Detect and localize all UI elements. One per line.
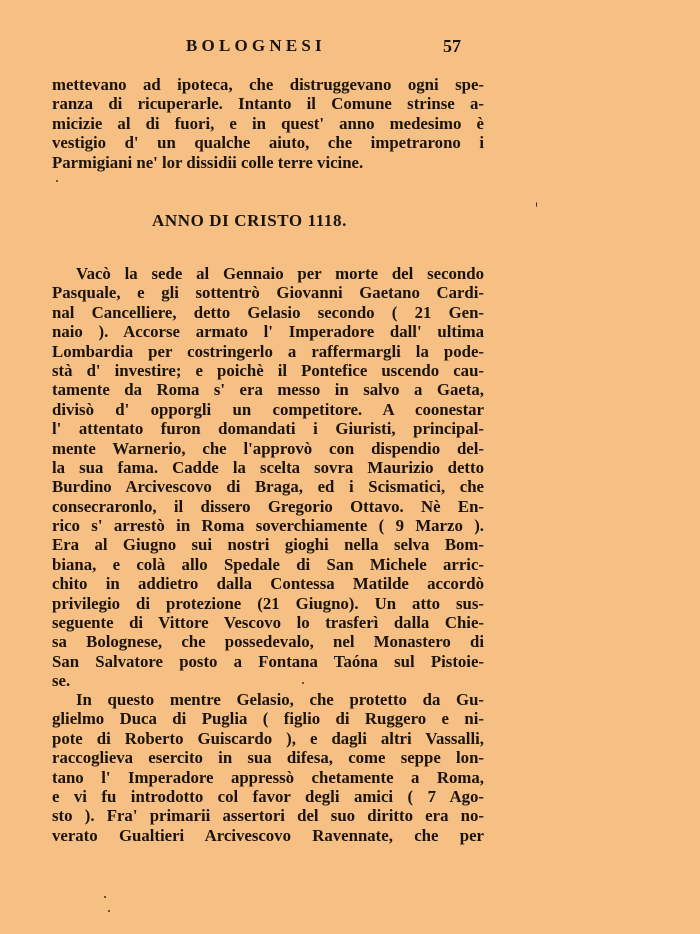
paragraph-line: stà d' investire; e poichè il Pontefice uscendo cau- — [52, 360, 484, 380]
paper-speck — [108, 910, 110, 912]
intro-line: micizie al di fuori, e in quest' anno medesimo è — [52, 113, 484, 133]
paragraph-line: nal Cancelliere, detto Gelasio secondo ( 21 Gen- — [52, 302, 484, 322]
section-heading: ANNO DI CRISTO 1118. — [152, 211, 347, 230]
intro-paragraph — [52, 75, 484, 172]
paragraph-line: Pasquale, e gli sottentrò Giovanni Gaetano Cardi- — [52, 283, 484, 303]
paragraph-line: la sua fama. Cadde la scelta sovra Maurizio detto — [52, 457, 484, 477]
paragraph-line: tano l' Imperadore appressò chetamente a Roma, — [52, 767, 484, 787]
paragraph-line: naio ). Accorse armato l' Imperadore dall' ultima — [52, 322, 484, 342]
paragraph-line: sa Bolognese, che possedevalo, nel Monastero di — [52, 632, 484, 652]
paragraph-line: privilegio di protezione (21 Giugno). Un atto sus- — [52, 593, 484, 613]
paragraph-line: mente Warnerio, che l'approvò con dispendio del- — [52, 438, 484, 458]
paragraph-line: Era al Giugno sui nostri gioghi nella selva Bom- — [52, 535, 484, 555]
paragraph-line: verato Gualtieri Arcivescovo Ravennate, che per — [52, 825, 484, 845]
paragraph-line: l' attentato furon domandati i Giuristi, principal- — [52, 419, 484, 439]
intro-line: ranza di ricuperarle. Intanto il Comune strinse a- — [52, 94, 484, 114]
paragraph-line: chito in addietro dalla Contessa Matilde accordò — [52, 574, 484, 594]
paragraph-line: sto ). Fra' primarii assertori del suo diritto era no- — [52, 806, 484, 826]
paragraph-line: rico s' arrestò in Roma soverchiamente ( 9 Marzo ). — [52, 516, 484, 536]
paragraph-line: biana, e colà allo Spedale di San Michele arric- — [52, 554, 484, 574]
running-title: BOLOGNESI — [186, 36, 326, 55]
paragraph-line: In questo mentre Gelasio, che protetto da Gu- — [76, 690, 484, 709]
paragraph-line: San Salvatore posto a Fontana Taóna sul Pistoie- — [52, 651, 484, 671]
paper-speck — [104, 896, 106, 898]
intro-line: mettevano ad ipoteca, che distruggevano ogni spe- — [52, 75, 484, 94]
intro-line: vestigio d' un qualche aiuto, che impetrarono i — [52, 133, 484, 153]
paragraph-line: Vacò la sede al Gennaio per morte del secondo — [76, 264, 484, 283]
paper-speck — [56, 180, 58, 182]
intro-line: Parmigiani ne' lor dissidii colle terre vicine. — [52, 152, 364, 172]
paragraph-line: glielmo Duca di Puglia ( figlio di Ruggero e ni- — [52, 709, 484, 729]
paper-speck — [302, 682, 304, 684]
paragraph-line: e vi fu introdotto col favor degli amici ( 7 Ago- — [52, 786, 484, 806]
paragraph-line: se. — [52, 671, 71, 691]
paragraph-line: Lombardia per costringerlo a raffermargli la pode- — [52, 341, 484, 361]
paragraph-line: divisò d' opporgli un competitore. A coonestar — [52, 399, 484, 419]
paragraph-line: tamente da Roma s' era messo in salvo a Gaeta, — [52, 380, 484, 400]
paragraph-line: consecraronlo, il dissero Gregorio Ottavo. Nè En- — [52, 496, 484, 516]
paragraph-line: raccoglieva esercito in sua difesa, come seppe lon- — [52, 748, 484, 768]
page-number: 57 — [443, 36, 461, 56]
paper-speck — [536, 202, 537, 207]
paragraph-line: Burdino Arcivescovo di Braga, ed i Scismatici, che — [52, 477, 484, 497]
paragraph-line: seguente di Vittore Vescovo lo trasferì dalla Chie- — [52, 613, 484, 633]
paragraph-line: pote di Roberto Guiscardo ), e dagli altri Vassalli, — [52, 728, 484, 748]
paragraph-1 — [52, 264, 484, 691]
paragraph-2 — [52, 690, 484, 845]
